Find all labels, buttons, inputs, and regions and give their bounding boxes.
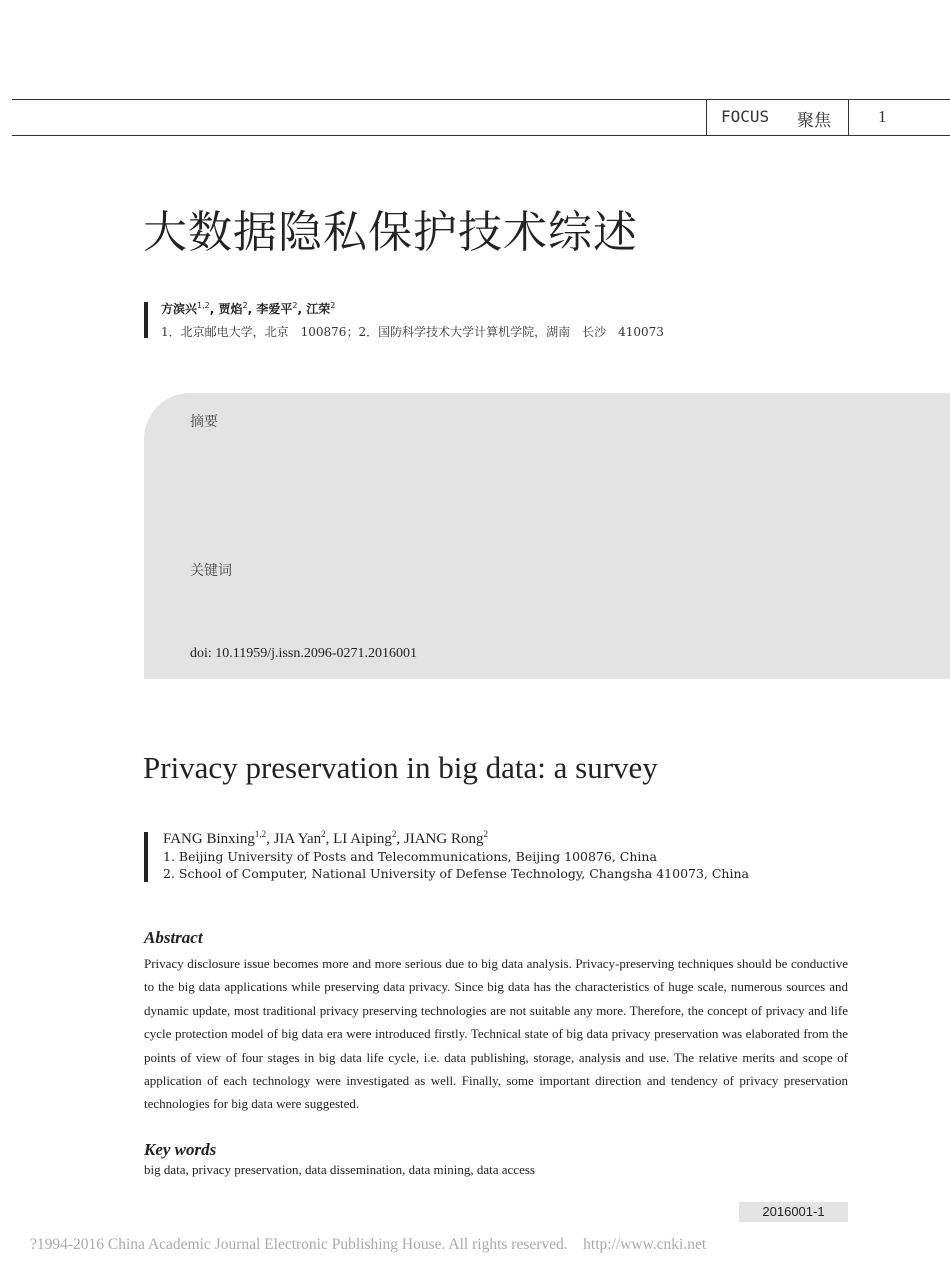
keywords-text: big data, privacy preservation, data dissemination, data mining, data access [144,1162,535,1177]
header-divider [848,99,849,136]
author-block-bar [144,832,148,882]
cn-keywords-label: 关键词 [190,563,232,579]
cn-author-name: 方滨兴 [161,302,198,316]
en-author-list: FANG Binxing$^{1,2}$, JIA Yan$^2$, LI Aiping$^2$, JIANG Rong$^2$ [163,829,488,847]
en-author-sup: 2 [483,829,488,839]
en-author-name: JIANG Rong [403,831,484,847]
cn-author-name: 李爱平 [256,302,293,316]
cn-author-name: 江荣 [306,302,331,316]
keywords-heading: Key words [144,1140,217,1159]
en-author-sup: 2 [391,829,397,839]
author-block-bar [144,302,148,338]
article-page-id: 2016001-1 [739,1202,848,1222]
cn-author-sup: 2 [292,301,298,310]
en-author-sup: 1,2 [254,829,267,839]
en-title: Privacy preservation in big data: a survey [143,750,658,785]
section-label-cn: 聚焦 [797,111,831,131]
cn-author-list: 方滨兴$^{1,2}$, 贾焰$^2$, 李爱平$^2$, 江荣$^2$ [161,301,336,316]
cn-title: 大数据隐私保护技术综述 [143,207,638,258]
page-number: 1 [878,107,887,126]
cn-author-sup: 1,2 [197,301,210,310]
doi[interactable]: doi: 10.11959/j.issn.2096-0271.2016001 [190,646,417,661]
copyright-footer: ?1994-2016 China Academic Journal Electronic Publishing House. All rights reserved. http://www.cnki.net [30,1236,707,1253]
en-affiliation-2: 2. School of Computer, National University of Defense Technology, Changsha 410073, China [163,866,749,881]
header-rule-bottom [12,135,950,136]
en-author-sup: 2 [321,829,326,839]
abstract-text: Privacy disclosure issue becomes more and more serious due to big data analysis. Privacy-preserving techniques should be conductive to the big data applications while preserving data privacy. Since big data has the characteristics of huge scale, numerous sources and dynamic update, most traditional privacy preserving technologies are not suitable any more. Therefore, the concept of privacy and life cycle protection model of big data era were introduced firstly. Technical state of big data privacy preservation was elaborated from the points of view of four stages in big data life cycle, i.e. data publishing, storage, analysis and use. The relative merits and scope of application of each technology were investigated as well. Finally, some important direction and tendency of privacy preservation technologies for big data were suggested. [144,956,848,1112]
en-author-name: JIA Yan [273,831,322,847]
cn-abstract-box [144,393,950,679]
cn-author-name: 贾焰 [218,302,243,316]
en-affiliation-1: 1. Beijing University of Posts and Telecommunications, Beijing 100876, China [163,849,657,864]
cn-author-sup: 2 [330,301,336,310]
header-divider [706,99,707,136]
en-author-name: LI Aiping [333,831,392,847]
cn-author-sup: 2 [242,301,248,310]
abstract-heading: Abstract [144,928,203,947]
section-label-en: FOCUS [721,107,770,126]
cn-abstract-label: 摘要 [190,414,218,430]
en-author-name: FANG Binxing [163,831,255,847]
cn-affiliation: 1．北京邮电大学，北京 100876；2．国防科学技术大学计算机学院，湖南 长沙 410073 [161,325,664,339]
header-rule-top [12,99,950,100]
